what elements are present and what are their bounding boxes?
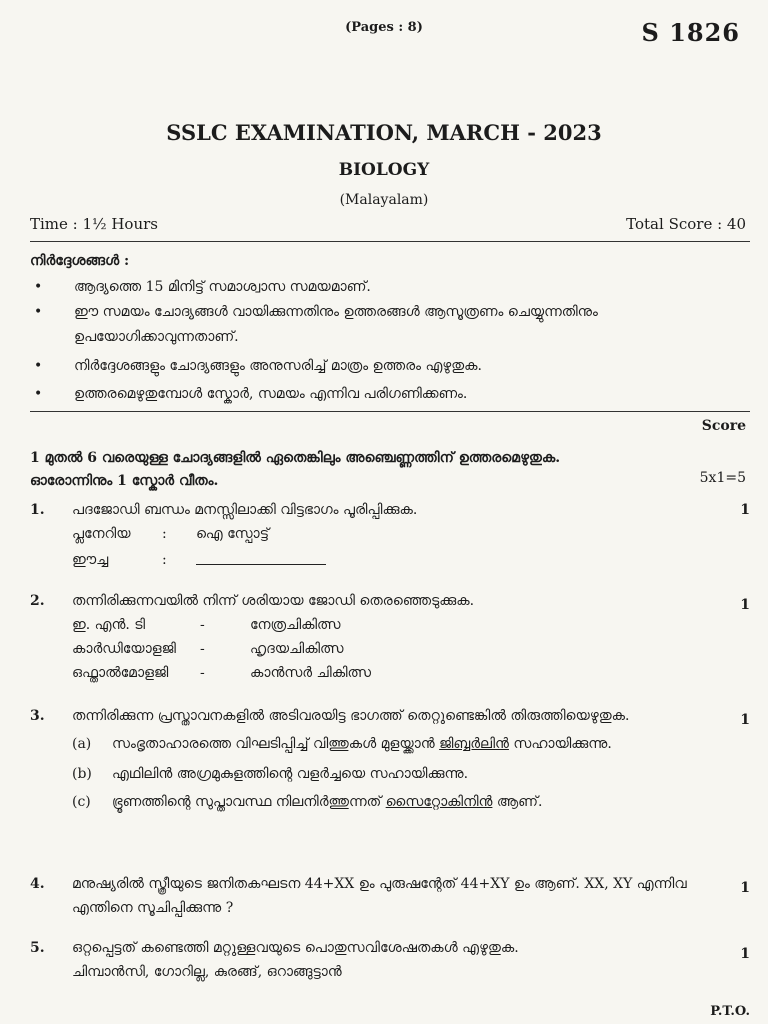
pair-separator: -: [200, 617, 205, 633]
instructions-title: നിർദ്ദേശങ്ങൾ :: [30, 253, 130, 269]
pair-left: ഇ. എൻ. ടി: [72, 617, 146, 633]
question-number: 1.: [30, 502, 45, 518]
question-number: 4.: [30, 876, 45, 892]
instruction-item: [30, 300, 750, 350]
pair-left: ഒഫ്താൽമോളജി: [72, 665, 169, 681]
pair-row: [72, 637, 750, 661]
question-text: തന്നിരിക്കുന്നവയിൽ നിന്ന് ശരിയായ ജോഡി തെരഞ്ഞെടുക്കുക.: [72, 593, 475, 609]
pair-right: ഹൃദയചികിത്സ: [250, 641, 344, 657]
question-number: 3.: [30, 708, 45, 724]
answer-blank: [196, 548, 336, 573]
divider-instructions: [30, 411, 750, 412]
part-a: [72, 732, 750, 756]
question-text: തന്നിരിക്കുന്ന പ്രസ്താവനകളിൽ അടിവരയിട്ട ഭാഗത്ത് തെറ്റുണ്ടെങ്കിൽ തിരുത്തിയെഴുതുക.: [72, 708, 630, 724]
question-text: മനുഷ്യരിൽ സ്ത്രീയുടെ ജനിതകഘടന 44+XX ഉം പുരുഷന്റേത് 44+XY ഉം ആണ്. XX, XY എന്നിവ എന്തിനെ സൂചിപ്പിക്കുന്നു ?: [72, 876, 687, 916]
part-text-pre: സംഭൃതാഹാരത്തെ വിഘടിപ്പിച്ച് വിത്തുകൾ മുളയ്ക്കാൻ: [112, 736, 440, 752]
exam-title: SSLC EXAMINATION, MARCH - 2023: [166, 120, 602, 145]
part-c: [72, 790, 750, 814]
instruction-text: ആദ്യത്തെ 15 മിനിട്ട് സമാശ്വാസ സമയമാണ്.: [74, 279, 371, 295]
pair-right: കാൻസർ ചികിത്സ: [250, 665, 372, 681]
question-5: [30, 936, 750, 984]
part-b: [72, 762, 750, 786]
question-4: [30, 872, 750, 920]
question-2: [30, 589, 750, 685]
subject-title: BIOLOGY: [338, 160, 430, 180]
time-label: Time : 1½ Hours: [30, 215, 158, 233]
page-count: (Pages : 8): [345, 20, 423, 35]
bullet-icon: •: [34, 279, 43, 295]
pair-row: [72, 613, 750, 637]
instruction-item: [30, 382, 750, 407]
pair-separator: :: [162, 526, 167, 542]
question-number: 2.: [30, 593, 45, 609]
question-text: പദജോഡി ബന്ധം മനസ്സിലാക്കി വിട്ടഭാഗം പൂരിപ്പിക്കുക.: [72, 502, 418, 518]
medium-label: (Malayalam): [339, 192, 429, 208]
part-text: എഥിലിൻ അഗ്രമുകുളത്തിന്റെ വളർച്ചയെ സഹായിക്കുന്നു.: [112, 766, 469, 782]
instruction-text: ഈ സമയം ചോദ്യങ്ങൾ വായിക്കുന്നതിനും ഉത്തരങ്ങൾ ആസൂത്രണം ചെയ്യുന്നതിനും ഉപയോഗിക്കാവുന്നതാണ്.: [74, 304, 598, 345]
part-label: (c): [72, 794, 91, 810]
part-text-pre: ഭ്രൂണത്തിന്റെ സുപ്താവസ്ഥ നിലനിർത്തുന്നത്: [112, 794, 386, 810]
underlined-term: സൈറ്റോകിനിൻ: [385, 794, 493, 810]
pair-row: [72, 548, 750, 573]
part-text: [112, 790, 692, 814]
question-mark: 1: [740, 502, 750, 518]
pair-right: ഐ സ്പോട്ട്: [196, 526, 270, 542]
paper-code: S 1826: [641, 18, 740, 47]
pair-row: [72, 522, 750, 546]
instruction-text: നിർദ്ദേശങ്ങളും ചോദ്യങ്ങളും അനുസരിച്ച് മാത്രം ഉത്തരം എഴുതുക.: [74, 358, 482, 374]
pair-left: കാർഡിയോളജി: [72, 641, 176, 657]
part-label: (a): [72, 736, 92, 752]
part-label: (b): [72, 766, 92, 782]
section-marks: 5x1=5: [699, 470, 746, 486]
total-score-label: Total Score : 40: [626, 215, 746, 233]
question-text: ഒറ്റപ്പെട്ടത് കണ്ടെത്തി മറ്റുള്ളവയുടെ പൊതുസവിശേഷതകൾ എഴുതുക.: [72, 940, 519, 956]
part-text-post: സഹായിക്കുന്നു.: [508, 736, 612, 752]
pair-left: ഈച്ച: [72, 552, 109, 568]
question-mark: 1: [740, 597, 750, 613]
part-text-post: ആണ്.: [492, 794, 543, 810]
pair-separator: -: [200, 641, 205, 657]
score-heading: Score: [701, 418, 746, 434]
bullet-icon: •: [34, 358, 43, 374]
question-list: ചിമ്പാൻസി, ഗോറില്ല, കുരങ്ങ്, ഒറാങ്ങുട്ടാൻ: [72, 964, 342, 980]
question-3: [30, 704, 750, 814]
divider-top: [30, 241, 750, 242]
pair-row: [72, 661, 750, 685]
underlined-term: ജിബ്ബർലിൻ: [439, 736, 509, 752]
pair-right: നേത്രചികിത്സ: [250, 617, 341, 633]
pto-label: P.T.O.: [710, 1004, 750, 1019]
pair-left: പ്ലനേറിയ: [72, 526, 131, 542]
section-instructions: [30, 447, 750, 493]
question-mark: 1: [740, 880, 750, 896]
instructions-list: [30, 275, 750, 407]
question-1: [30, 498, 750, 573]
question-mark: 1: [740, 946, 750, 962]
bullet-icon: •: [34, 304, 43, 320]
bullet-icon: •: [34, 386, 43, 402]
section-line-1: 1 മുതൽ 6 വരെയുള്ള ചോദ്യങ്ങളിൽ ഏതെങ്കിലും അഞ്ചെണ്ണത്തിന് ഉത്തരമെഴുതുക.: [30, 450, 561, 466]
question-number: 5.: [30, 940, 45, 956]
pair-separator: -: [200, 665, 205, 681]
section-line-2: ഓരോന്നിനും 1 സ്കോർ വീതം.: [30, 473, 219, 489]
instruction-item: [30, 275, 750, 300]
pair-separator: :: [162, 552, 167, 568]
question-mark: 1: [740, 712, 750, 728]
instruction-text: ഉത്തരമെഴുതുമ്പോൾ സ്കോർ, സമയം എന്നിവ പരിഗണിക്കണം.: [74, 386, 468, 402]
instruction-item: [30, 354, 750, 379]
part-text: [112, 732, 692, 756]
